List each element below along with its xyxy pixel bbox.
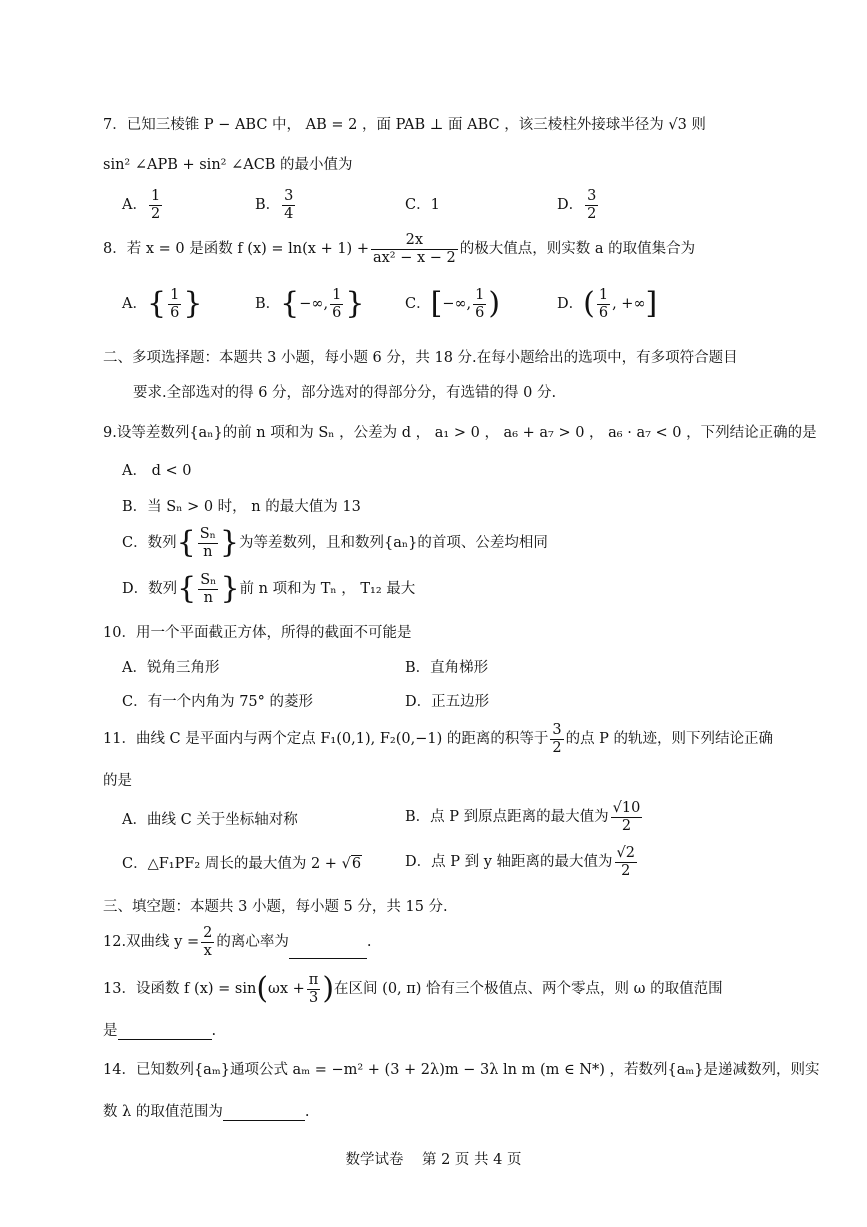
q7-stem-line2: sin² ∠APB + sin² ∠ACB 的最小值为 [103, 157, 353, 173]
q14-stem-line1: 14．已知数列{aₘ}通项公式 aₘ = −m² + (3 + 2λ)m − 3λ ln m (m ∈ N*) ，若数列{aₘ}是递减数列，则实 [103, 1062, 820, 1078]
q10-option-d: D．正五边形 [405, 694, 490, 710]
q13-stem-line1: 13．设函数 f (x) = sin(ωx + $\frac{\pi}{3}$ )在区间 (0, π) 恰有三个极值点、两个零点，则 ω 的取值范围 [103, 971, 723, 1007]
q8-option-a: A．{ $\frac{1}{6}$ } [122, 286, 203, 322]
q13-stem-line2: 是 . [103, 1023, 217, 1039]
q7-option-d: D． $\frac{3}{2}$ [557, 188, 597, 222]
q8-option-d: D．( $\frac{1}{6}$ , +∞] [557, 286, 658, 322]
q10-option-a: A．锐角三角形 [122, 660, 220, 676]
q8-option-b: B．{−∞, $\frac{1}{6}$ } [255, 286, 365, 322]
q11-option-a: A．曲线 C 关于坐标轴对称 [122, 812, 298, 828]
q9-option-d: D．数列{ $\frac{\text{Sₙ}}{n}$ }前 n 项和为 Tₙ ， T₁₂ 最大 [122, 571, 416, 607]
q10-stem: 10．用一个平面截正方体，所得的截面不可能是 [103, 625, 412, 641]
q7-option-c: C．1 [405, 197, 440, 213]
q7-option-a: A． $\frac{1}{2}$ [122, 188, 161, 222]
q9-option-b: B．当 Sₙ > 0 时， n 的最大值为 13 [122, 499, 361, 515]
section2-heading-line1: 二、多项选择题：本题共 3 小题，每小题 6 分，共 18 分.在每小题给出的选项中，有多项符合题目 [103, 350, 738, 366]
q11-stem-line2: 的是 [103, 773, 132, 789]
q12-answer-blank[interactable] [289, 958, 367, 959]
q9-option-a: A． d < 0 [122, 463, 192, 479]
page-footer: 数学试卷 第 2 页 共 4 页 [345, 1152, 522, 1168]
q11-option-b: B．点 P 到原点距离的最大值为 $\frac{√10}{2}$ [405, 800, 641, 834]
q9-stem: 9.设等差数列{aₙ}的前 n 项和为 Sₙ ，公差为 d ， a₁ > 0 ， a₆ + a₇ > 0 ， a₆ · a₇ < 0 ，下列结论正确的是 [103, 425, 817, 441]
q11-stem-line1: 11．曲线 C 是平面内与两个定点 F₁(0,1), F₂(0,−1) 的距离的积等于 $\frac{3}{2}$ 的点 P 的轨迹，则下列结论正确 [103, 722, 774, 756]
section3-heading: 三、填空题：本题共 3 小题，每小题 5 分，共 15 分. [103, 899, 448, 915]
q10-option-c: C．有一个内角为 75° 的菱形 [122, 694, 314, 710]
q10-option-b: B．直角梯形 [405, 660, 489, 676]
q8-option-c: C．[−∞, $\frac{1}{6}$ ) [405, 286, 501, 322]
q9-option-c: C．数列{ $\frac{\text{Sₙ}}{n}$ }为等差数列，且和数列{aₙ}的首项、公差均相同 [122, 525, 548, 561]
q7-option-b: B． $\frac{3}{4}$ [255, 188, 294, 222]
q7-stem-line1: 7．已知三棱锥 P − ABC 中， AB = 2 ，面 PAB ⊥ 面 ABC ，该三棱柱外接球半径为 √3 则 [103, 117, 706, 133]
q11-option-d: D．点 P 到 y 轴距离的最大值为 $\frac{√2}{2}$ [405, 845, 635, 879]
q12-stem: 12.双曲线 y = $\frac{2}{x}$ 的离心率为 . [103, 925, 372, 959]
q14-stem-line2: 数 λ 的取值范围为 . [103, 1104, 310, 1120]
q14-answer-blank[interactable] [223, 1120, 305, 1121]
q11-option-c: C．△F₁PF₂ 周长的最大值为 2 + √6 [122, 856, 362, 872]
q13-answer-blank[interactable] [118, 1039, 212, 1040]
q8-stem: 8．若 x = 0 是函数 f (x) = ln(x + 1) + $\frac{2x}{\text{ax² − x − 2}}$ 的极大值点，则实数 a 的取值集合为 [103, 232, 696, 266]
section2-heading-line2: 要求.全部选对的得 6 分，部分选对的得部分分，有选错的得 0 分. [133, 385, 557, 401]
